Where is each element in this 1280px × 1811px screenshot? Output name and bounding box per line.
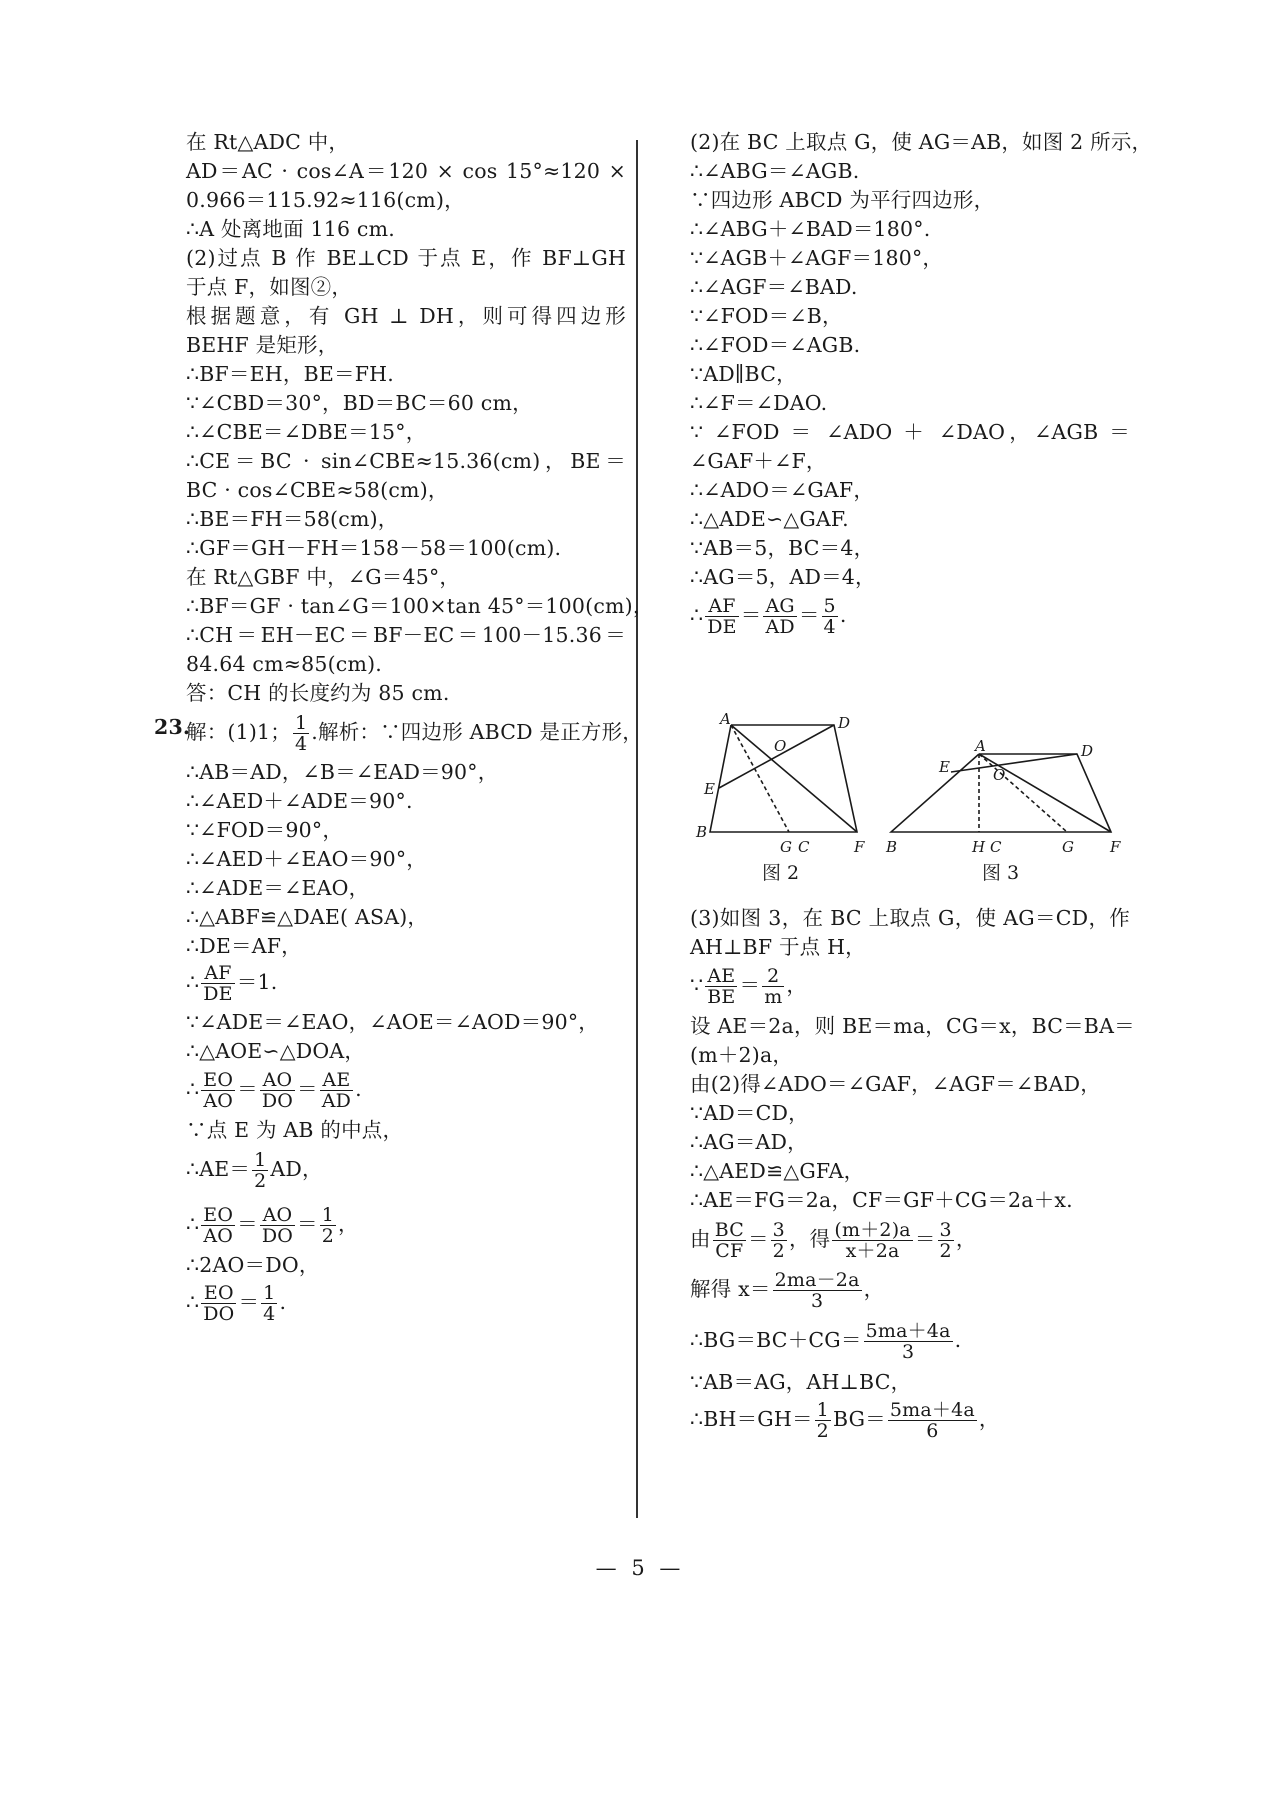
text-span: ， <box>338 1212 359 1236</box>
text-span: 由 <box>690 1227 711 1251</box>
fig2-label-G: G <box>780 838 792 856</box>
text-span: ∴AE＝ <box>186 1157 251 1181</box>
text-line: 84.64 cm≈85(cm). <box>186 652 383 676</box>
text-span: . <box>355 1077 362 1101</box>
text-line: ∴∠ABG＋∠BAD＝180°. <box>690 217 931 241</box>
text-span: ＝ <box>914 1227 936 1251</box>
text-line: BEHF 是矩形， <box>186 333 339 357</box>
text-line: ∴∠ADE＝∠EAO， <box>186 876 370 900</box>
denominator: 2 <box>254 1170 267 1192</box>
text-line: ∴AE＝FG＝2a，CF＝GF＋CG＝2a＋x. <box>690 1188 1073 1212</box>
text-line: (m＋2)a， <box>690 1043 794 1067</box>
text-span: ∴ <box>186 1290 200 1314</box>
question-23-intro <box>154 712 644 755</box>
text-line: 由(2)得∠ADO＝∠GAF，∠AGF＝∠BAD， <box>690 1072 1101 1096</box>
text-line: (3)如图 3，在 BC 上取点 G，使 AG＝CD，作 <box>690 906 1130 930</box>
numerator: EO <box>203 1069 234 1091</box>
denominator: 3 <box>810 1290 824 1312</box>
fraction <box>320 1205 336 1246</box>
text-span: ， <box>978 1407 1000 1431</box>
text-line: 答：CH 的长度约为 85 cm. <box>186 681 450 705</box>
denominator: 2 <box>939 1240 952 1262</box>
numerator: AG <box>763 596 796 617</box>
denominator: DE <box>203 983 233 1005</box>
fraction <box>320 1070 353 1111</box>
denominator: 6 <box>926 1420 939 1442</box>
formula-line <box>690 1270 884 1311</box>
formula-line <box>690 1321 961 1362</box>
text-span: ＝ <box>747 1227 769 1251</box>
text-line: ∵AB＝5，BC＝4， <box>690 536 875 560</box>
numerator: EO <box>201 1283 236 1304</box>
fig3-label-O: O <box>993 766 1006 784</box>
text-line: 0.966＝115.92≈116(cm)， <box>186 188 465 212</box>
text-line: ∴△ADE∽△GAF. <box>690 507 849 531</box>
text-span: .解析：∵四边形 ABCD 是正方形， <box>311 720 644 744</box>
text-line: ∴BF＝EH，BE＝FH. <box>186 362 394 386</box>
denominator: DO <box>261 1090 294 1112</box>
text-line: 设 AE＝2a，则 BE＝ma，CG＝x，BC＝BA＝ <box>690 1014 1135 1038</box>
text-line: ∵∠AGB＋∠AGF＝180°， <box>690 246 944 270</box>
text-span: ∴ <box>186 970 200 994</box>
column-divider <box>636 140 638 1518</box>
denominator: 4 <box>294 733 308 755</box>
text-line: ∴2AO＝DO， <box>186 1253 320 1277</box>
numerator: 5 <box>823 595 836 617</box>
text-span: . <box>954 1328 962 1352</box>
numerator: AO <box>260 1070 295 1091</box>
text-span: . <box>839 603 847 627</box>
fig2-label-D: D <box>838 714 851 732</box>
denominator: 3 <box>901 1341 915 1363</box>
text-line: ∴∠AED＋∠EAO＝90°， <box>186 847 428 871</box>
text-line: ∵∠CBD＝30°，BD＝BC＝60 cm， <box>186 391 533 415</box>
numerator: 1 <box>321 1204 335 1226</box>
denominator: AO <box>203 1225 234 1247</box>
fig3-label-E: E <box>939 758 950 776</box>
geometry-figures <box>690 712 1130 862</box>
text-line: 于点 F，如图②， <box>186 275 353 299</box>
formula-line <box>690 966 807 1007</box>
figure-2-caption: 图 2 <box>762 862 800 884</box>
text-line: ∴△ABF≌△DAE( ASA)， <box>186 905 429 929</box>
text-line: ∵AB＝AG，AH⊥BC， <box>690 1370 912 1394</box>
text-span: ＝ <box>798 603 820 627</box>
text-span: ＝ <box>297 1077 318 1101</box>
fraction <box>763 596 796 637</box>
denominator: AD <box>765 616 795 638</box>
text-line: ∴∠ABG＝∠AGB. <box>690 159 860 183</box>
numerator: 2ma－2a <box>774 1269 860 1291</box>
text-line: ∴CE＝BC · sin∠CBE≈15.36(cm)，BE＝ <box>186 449 626 473</box>
text-line: 根据题意，有 GH ⊥ DH，则可得四边形 <box>186 304 626 328</box>
numerator: (m＋2)a <box>834 1219 911 1241</box>
fraction <box>260 1070 295 1111</box>
fraction <box>293 713 309 754</box>
numerator: AO <box>260 1205 295 1226</box>
fraction <box>252 1150 268 1191</box>
fraction <box>261 1283 277 1324</box>
text-line: ∴GF＝GH－FH＝158－58＝100(cm). <box>186 536 562 560</box>
denominator: 2 <box>772 1240 785 1262</box>
numerator: AF <box>201 963 235 984</box>
fig3-label-B: B <box>886 838 898 856</box>
fraction <box>705 966 737 1007</box>
text-line: ∵∠ADE＝∠EAO，∠AOE＝∠AOD＝90°， <box>186 1010 599 1034</box>
formula-line <box>690 1220 977 1261</box>
text-span: 解得 x＝ <box>690 1277 771 1301</box>
text-line: ∴AG＝5，AD＝4， <box>690 565 876 589</box>
text-line: ∵∠FOD＝∠B， <box>690 304 843 328</box>
text-span: AD， <box>270 1157 323 1181</box>
denominator: CF <box>715 1240 744 1262</box>
fraction <box>260 1205 295 1246</box>
text-span: BG＝ <box>832 1407 886 1431</box>
text-line: 在 Rt△GBF 中，∠G＝45°， <box>186 565 461 589</box>
text-span: ∴BG＝BC＋CG＝ <box>690 1328 862 1352</box>
text-span: ∴ <box>186 1077 200 1101</box>
text-span: ＝ <box>739 973 761 997</box>
text-span: ＝1. <box>236 970 278 994</box>
text-line: ∵∠FOD＝90°， <box>186 818 344 842</box>
fraction <box>815 1400 831 1441</box>
text-span: ， <box>786 973 808 997</box>
numerator: BC <box>714 1219 744 1241</box>
text-line: ∴∠F＝∠DAO. <box>690 391 828 415</box>
text-span: ， <box>955 1227 977 1251</box>
figure-2-labels <box>695 712 865 856</box>
fraction <box>201 963 235 1004</box>
formula-line <box>690 596 847 637</box>
figure-3-labels <box>885 737 1121 856</box>
numerator: 3 <box>939 1219 952 1241</box>
numerator: 5ma＋4a <box>865 1320 951 1342</box>
fig2-label-A: A <box>720 712 731 728</box>
page-number-text: — 5 — <box>595 1556 685 1580</box>
fraction <box>201 1283 236 1324</box>
fraction <box>713 1220 746 1261</box>
text-span: ∴BH＝GH＝ <box>690 1407 813 1431</box>
text-span: . <box>279 1290 287 1314</box>
question-number: 23. <box>154 715 191 739</box>
numerator: 1 <box>263 1282 276 1304</box>
text-line: ∴∠FOD＝∠AGB. <box>690 333 861 357</box>
text-span: ，得 <box>788 1227 831 1251</box>
text-span: ＝ <box>237 1212 258 1236</box>
fraction <box>864 1321 953 1362</box>
text-line: ∴△AED≌△GFA， <box>690 1159 865 1183</box>
text-line: AH⊥BF 于点 H， <box>690 935 866 959</box>
denominator: 2 <box>321 1225 335 1247</box>
fraction <box>201 1205 235 1246</box>
text-line: ∵ ∠FOD ＝ ∠ADO ＋ ∠DAO，∠AGB ＝ <box>690 420 1130 444</box>
denominator: DE <box>707 616 737 638</box>
text-span: ∵ <box>690 973 704 997</box>
denominator: 4 <box>263 1303 276 1325</box>
fraction <box>771 1220 787 1261</box>
text-line: (2)在 BC 上取点 G，使 AG＝AB，如图 2 所示， <box>690 130 1153 154</box>
text-span: ， <box>863 1277 885 1301</box>
text-span: 解：(1)1； <box>186 720 291 744</box>
fig3-label-H: H <box>972 838 986 856</box>
text-line: ∵AD∥BC， <box>690 362 797 386</box>
formula-line <box>186 1150 323 1191</box>
text-line: ∴∠ADO＝∠GAF， <box>690 478 875 502</box>
numerator: AE <box>705 966 737 987</box>
text-span: ＝ <box>238 1290 260 1314</box>
formula-line <box>186 1070 362 1111</box>
denominator: AD <box>321 1090 352 1112</box>
numerator: 1 <box>294 712 308 734</box>
denominator: DO <box>203 1303 235 1325</box>
text-line: ∵点 E 为 AB 的中点， <box>186 1118 404 1142</box>
text-line: 在 Rt△ADC 中， <box>186 130 350 154</box>
fraction <box>832 1220 912 1261</box>
denominator: 4 <box>823 616 836 638</box>
text-line: ∴△AOE∽△DOA， <box>186 1039 366 1063</box>
formula-line <box>186 1283 286 1324</box>
text-line: ∵四边形 ABCD 为平行四边形， <box>690 188 995 212</box>
fig2-label-F: F <box>854 838 865 856</box>
fig2-label-B: B <box>696 823 708 841</box>
page-number <box>0 1556 1280 1580</box>
fig3-label-F: F <box>1110 838 1121 856</box>
denominator: AO <box>203 1090 234 1112</box>
numerator: 2 <box>762 966 784 987</box>
denominator: DO <box>261 1225 294 1247</box>
text-span: ＝ <box>237 1077 258 1101</box>
fraction <box>201 1070 235 1111</box>
fig3-label-C: C <box>990 838 1002 856</box>
text-line: ∠GAF＋∠F， <box>690 449 827 473</box>
text-line: ∴CH＝EH－EC＝BF－EC＝100－15.36＝ <box>186 623 626 647</box>
numerator: 1 <box>816 1399 829 1421</box>
fig3-label-A: A <box>975 737 986 755</box>
text-line: ∴BF＝GF · tan∠G＝100×tan 45°＝100(cm)， <box>186 594 654 618</box>
fig2-label-E: E <box>704 780 715 798</box>
denominator: 2 <box>816 1420 829 1442</box>
text-line: BC · cos∠CBE≈58(cm)， <box>186 478 449 502</box>
text-line: AD＝AC · cos∠A＝120 × cos 15°≈120 × <box>186 159 626 183</box>
text-line: ∴A 处离地面 116 cm. <box>186 217 395 241</box>
numerator: 1 <box>254 1149 267 1171</box>
fraction <box>705 596 739 637</box>
numerator: EO <box>203 1204 234 1226</box>
denominator: BE <box>707 986 736 1008</box>
formula-line <box>186 963 277 1004</box>
formula-line <box>186 1205 359 1246</box>
fraction <box>762 966 784 1007</box>
text-line: ∴∠AED＋∠ADE＝90°. <box>186 789 413 813</box>
numerator: AF <box>705 596 739 617</box>
figures-area <box>690 712 1130 892</box>
fig3-label-G: G <box>1062 838 1074 856</box>
fig2-label-O: O <box>774 737 787 755</box>
text-span: ＝ <box>297 1212 318 1236</box>
denominator: x＋2a <box>845 1240 900 1262</box>
numerator: AE <box>320 1070 353 1091</box>
numerator: 3 <box>772 1219 785 1241</box>
text-span: ＝ <box>740 603 762 627</box>
text-line: ∵AD＝CD， <box>690 1101 809 1125</box>
denominator: m <box>764 986 783 1008</box>
fig3-label-D: D <box>1081 742 1094 760</box>
text-line: (2)过点 B 作 BE⊥CD 于点 E，作 BF⊥GH <box>186 246 626 270</box>
text-line: ∴AG＝AD， <box>690 1130 808 1154</box>
text-line: ∴AB＝AD，∠B＝∠EAD＝90°， <box>186 760 499 784</box>
text-span: ∴ <box>690 603 704 627</box>
text-line: ∴BE＝FH＝58(cm)， <box>186 507 399 531</box>
fraction <box>888 1400 977 1441</box>
fraction <box>822 596 838 637</box>
numerator: 5ma＋4a <box>889 1399 975 1421</box>
figure-3-caption: 图 3 <box>982 862 1020 884</box>
fig2-label-C: C <box>798 838 810 856</box>
text-line: ∴∠AGF＝∠BAD. <box>690 275 858 299</box>
fraction <box>773 1270 862 1311</box>
fraction <box>938 1220 954 1261</box>
text-line: ∴DE＝AF， <box>186 934 302 958</box>
text-line: ∴∠CBE＝∠DBE＝15°， <box>186 420 427 444</box>
text-span: ∴ <box>186 1212 200 1236</box>
formula-line <box>690 1400 1000 1441</box>
